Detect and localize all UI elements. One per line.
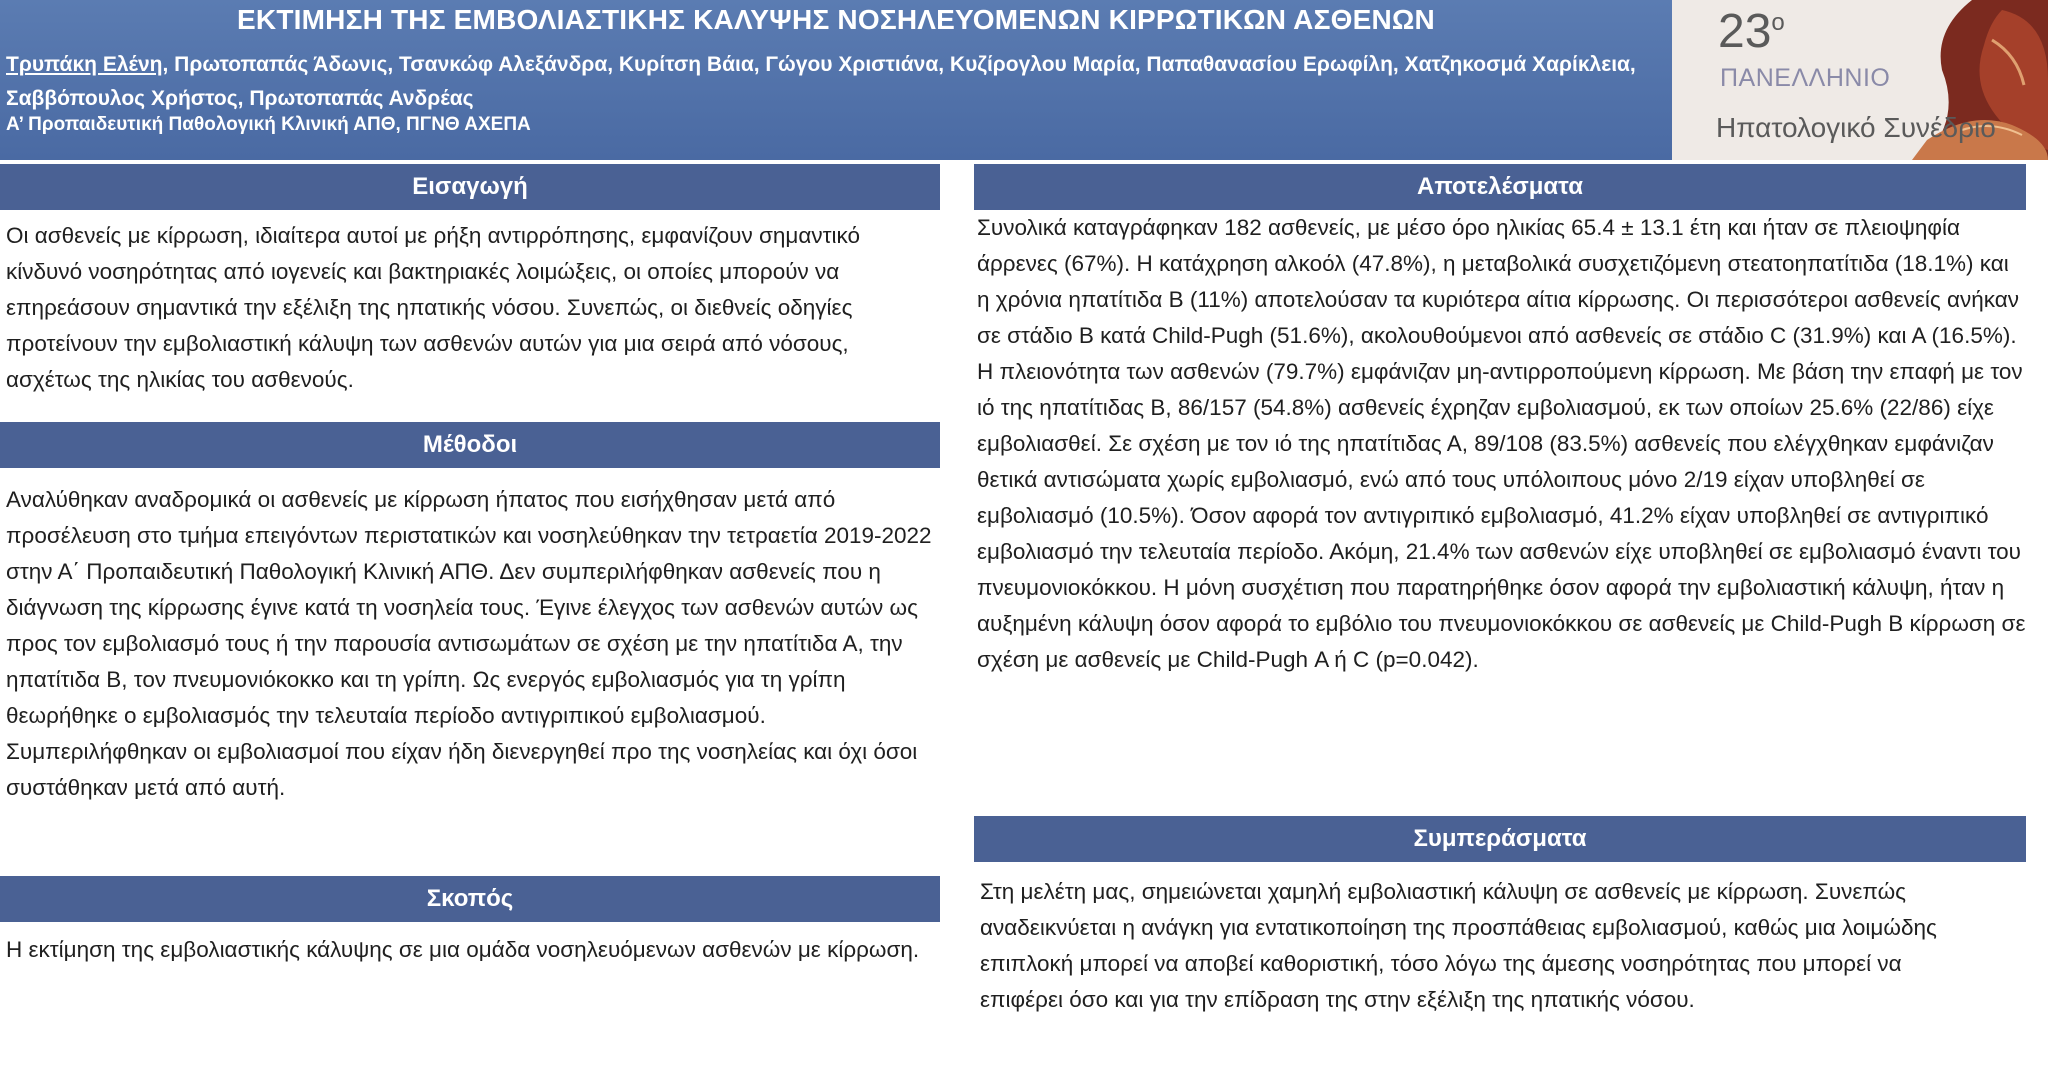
affiliation: Α’ Προπαιδευτική Παθολογική Κλινική ΑΠΘ, ΠΓΝΘ ΑΧΕΠΑ: [6, 114, 531, 135]
intro-heading: Εισαγωγή: [0, 164, 940, 210]
methods-heading: Μέθοδοι: [0, 422, 940, 468]
results-text: Συνολικά καταγράφηκαν 182 ασθενείς, με μέσο όρο ηλικίας 65.4 ± 13.1 έτη και ήταν σε πλειοψηφία άρρενες (67%). Η κατάχρηση αλκοόλ (47.8%), η μεταβολικά συσχετιζόμενη στεατοηπατίτιδα (18.1%) και η χρόνια ηπατίτιδα Β (11%) αποτελούσαν τα κυριότερα αίτια κίρρωσης. Οι περισσότεροι ασθενείς ανήκαν σε στάδιο Β κατά Child-Pugh (51.6%), ακολουθούμενοι από ασθενείς σε στάδιο C (31.9%) και Α (16.5%). Η πλειονότητα των ασθενών (79.7%) εμφάνιζαν μη-αντιρροπούμενη κίρρωση. Με βάση την επαφή με τον ιό της ηπατίτιδας Β, 86/157 (54.8%) ασθενείς έχρηζαν εμβολιασμού, εκ των οποίων 25.6% (22/86) είχε εμβολιασθεί. Σε σχέση με τον ιό της ηπατίτιδας Α, 89/108 (83.5%) ασθενείς που ελέγχθηκαν εμφάνιζαν θετικά αντισώματα χωρίς εμβολιασμό, ενώ από τους υπόλοιπους μόνο 2/19 είχαν υποβληθεί σε εμβολιασμό (10.5%). Όσον αφορά τον αντιγριπικό εμβολιασμό, 41.2% είχαν υποβληθεί σε αντιγριπικό εμβολιασμό την τελευταία περίοδο. Ακόμη, 21.4% των ασθενών είχε υποβληθεί σε εμβολιασμό έναντι του πνευμονιοκόκκου. Η μόνη συσχέτιση που παρατηρήθηκε όσον αφορά την εμβολιαστική κάλυψη, ήταν η αυξημένη κάλυψη όσον αφορά το εμβόλιο του πνευμονιοκόκκου σε ασθενείς με Child-Pugh B κίρρωση σε σχέση με ασθενείς με Child-Pugh Α ή C (p=0.042).: [977, 215, 2026, 672]
aim-text: Η εκτίμηση της εμβολιαστικής κάλυψης σε μια ομάδα νοσηλευόμενων ασθενών με κίρρωση.: [6, 937, 920, 962]
conclusions-heading: Συμπεράσματα: [974, 816, 2026, 862]
poster-title: ΕΚΤΙΜΗΣΗ ΤΗΣ ΕΜΒΟΛΙΑΣΤΙΚΗΣ ΚΑΛΥΨΗΣ ΝΟΣΗΛΕΥΟΜΕΝΩΝ ΚΙΡΡΩΤΙΚΩΝ ΑΣΘΕΝΩΝ: [237, 4, 1435, 35]
conclusions-text: Στη μελέτη μας, σημειώνεται χαμηλή εμβολιαστική κάλυψη σε ασθενείς με κίρρωση. Συνεπώς αναδεικνύεται η ανάγκη για εντατικοποίηση της προσπάθειας εμβολιασμού, καθώς μια λοιμώδης επιπλοκή μπορεί να αποβεί καθοριστική, τόσο λόγω της άμεσης νοσηρότητας που μπορεί να επιφέρει όσο και για την επίδραση της στην εξέλιξη της ηπατικής νόσου.: [980, 879, 1937, 1012]
logo-line-2: Ηπατολογικό Συνέδριο: [1716, 112, 1996, 143]
aim-heading: Σκοπός: [0, 876, 940, 922]
co-authors: , Πρωτοπαπάς Άδωνις, Τσανκώφ Αλεξάνδρα, Κυρίτση Βάια, Γώγου Χριστιάνα, Κυζίρογλου Μαρία, Παπαθανασίου Ερωφίλη, Χατζηκοσμά Χαρίκλεια, Σαββόπουλος Χρήστος, Πρωτοπαπάς Ανδρέας: [6, 53, 1636, 110]
logo-edition-number: $23^o$: [1718, 5, 1785, 58]
logo-line-1: ΠΑΝΕΛΛΗΝΙΟ: [1720, 64, 1891, 92]
results-heading: Αποτελέσματα: [974, 164, 2026, 210]
intro-text: Οι ασθενείς με κίρρωση, ιδιαίτερα αυτοί με ρήξη αντιρρόπησης, εμφανίζουν σημαντικό κίνδυνό νοσηρότητας από ιογενείς και βακτηριακές λοιμώξεις, οι οποίες μπορούν να επηρεάσουν σημαντικά την εξέλιξη της ηπατικής νόσου. Συνεπώς, οι διεθνείς οδηγίες προτείνουν την εμβολιαστική κάλυψη των ασθενών αυτών για μια σειρά από νόσους, ασχέτως της ηλικίας του ασθενούς.: [6, 223, 860, 392]
conference-logo: [1672, 0, 2048, 160]
methods-text: Αναλύθηκαν αναδρομικά οι ασθενείς με κίρρωση ήπατος που εισήχθησαν μετά από προσέλευση στο τμήμα επειγόντων περιστατικών και νοσηλεύθηκαν την τετραετία 2019-2022 στην Α΄ Προπαιδευτική Παθολογική Κλινική ΑΠΘ. Δεν συμπεριλήφθηκαν ασθενείς που η διάγνωση της κίρρωσης έγινε κατά τη νοσηλεία τους. Έγινε έλεγχος των ασθενών αυτών ως προς τον εμβολιασμό τους ή την παρουσία αντισωμάτων σε σχέση με την ηπατίτιδα Α, την ηπατίτιδα Β, τον πνευμονιόκοκκο και τη γρίπη. Ως ενεργός εμβολιασμός για τη γρίπη θεωρήθηκε ο εμβολιασμός την τελευταία περίοδο αντιγριπικού εμβολιασμού. Συμπεριλήφθηκαν οι εμβολιασμοί που είχαν ήδη διενεργηθεί προ της νοσηλείας και όχι όσοι συστάθηκαν μετά από αυτή.: [6, 487, 932, 800]
header-banner: [0, 0, 1672, 160]
presenting-author: Τρυπάκη Ελένη: [6, 53, 163, 76]
author-list: [6, 48, 1666, 116]
